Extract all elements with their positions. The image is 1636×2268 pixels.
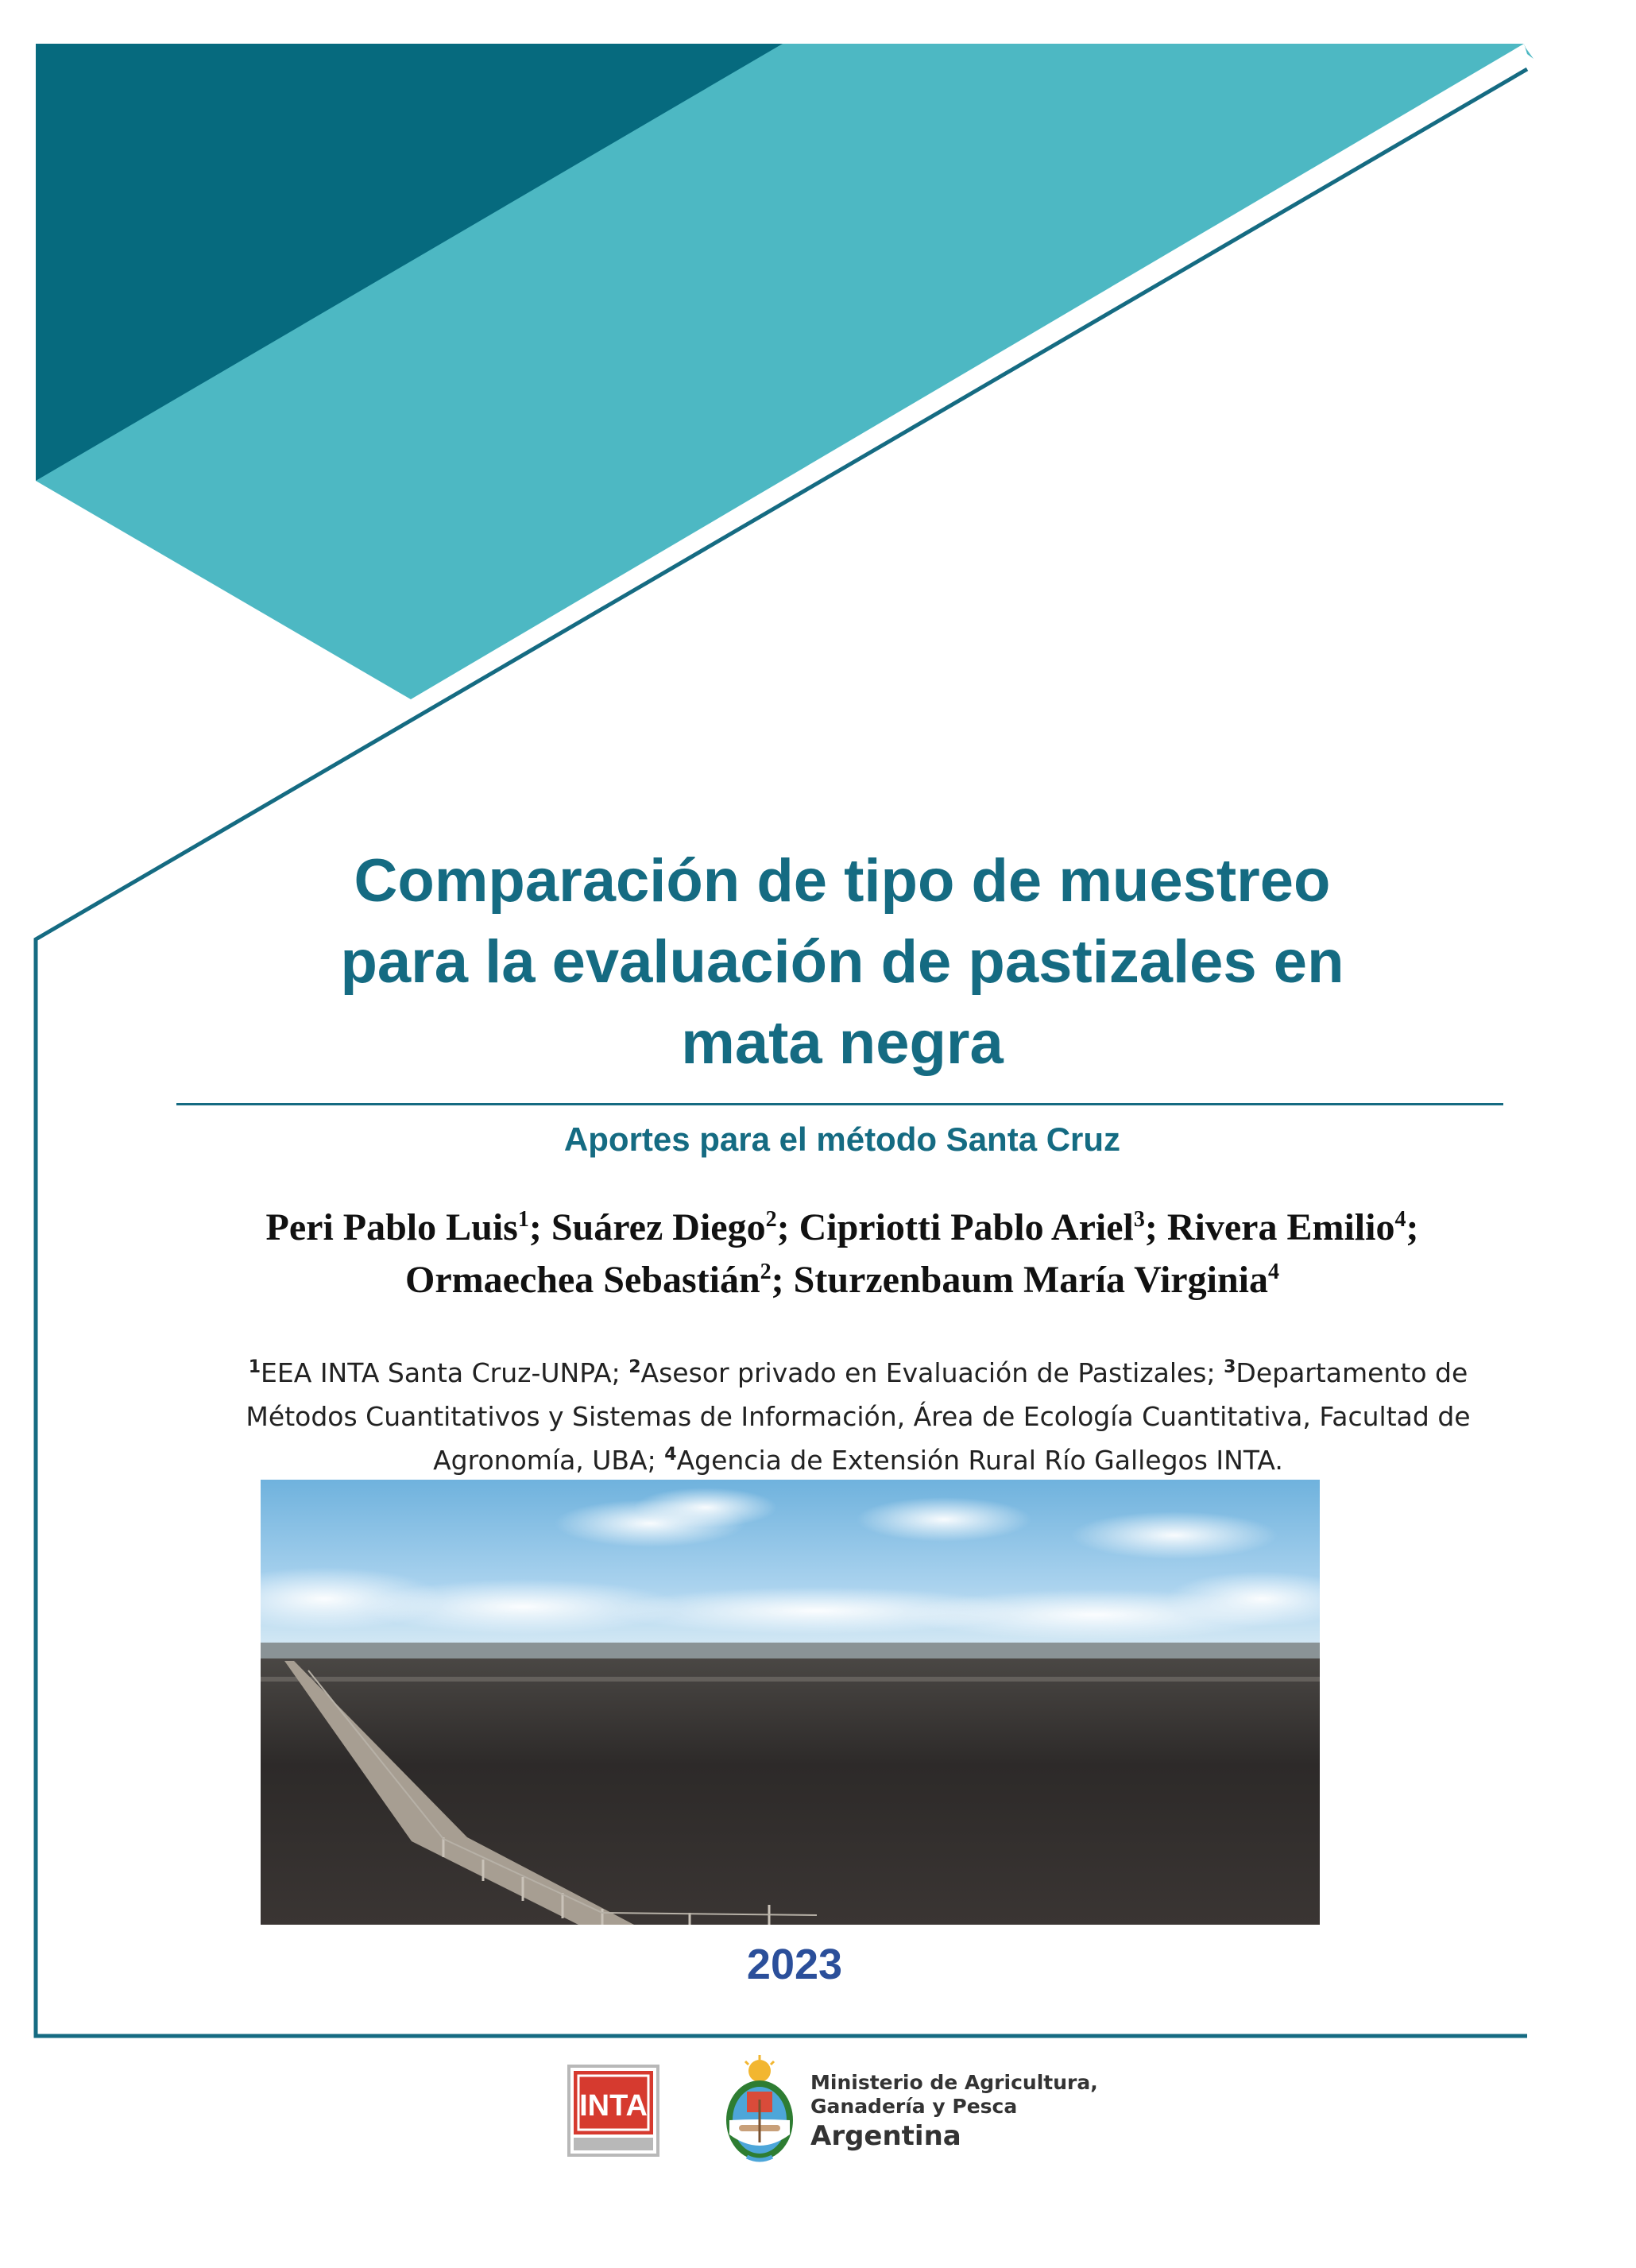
publication-year: 2023 bbox=[746, 1941, 843, 1988]
affil-mark: 4 bbox=[664, 1445, 677, 1465]
ministry-line-2: Ganadería y Pesca bbox=[810, 2095, 1018, 2118]
affil-mark: 1 bbox=[248, 1357, 261, 1377]
title-line-2: para la evaluación de pastizales en bbox=[340, 928, 1344, 996]
affil-mark: 3 bbox=[1224, 1357, 1236, 1377]
authors-block bbox=[95, 1202, 1589, 1306]
author-affil-mark: 4 bbox=[1267, 1260, 1279, 1284]
landscape-photo bbox=[261, 1480, 1320, 1925]
affil-text: Agencia de Extensión Rural Río Gallegos INTA. bbox=[676, 1445, 1283, 1476]
thin-teal-accent bbox=[1524, 44, 1534, 59]
author-separator: ; bbox=[1144, 1206, 1167, 1248]
author-separator: ; bbox=[528, 1206, 551, 1248]
affiliations-line-3 bbox=[119, 1438, 1597, 1482]
author-affil-mark: 4 bbox=[1394, 1207, 1406, 1232]
author-affil-mark: 3 bbox=[1133, 1207, 1145, 1232]
ministry-line-1: Ministerio de Agricultura, bbox=[810, 2071, 1098, 2094]
ministry-line-3: Argentina bbox=[810, 2120, 961, 2152]
photo-horizon bbox=[261, 1643, 1320, 1660]
author-separator: ; bbox=[1406, 1206, 1419, 1248]
affil-text: Agronomía, UBA; bbox=[433, 1445, 665, 1476]
title-line-1: Comparación de tipo de muestreo bbox=[354, 847, 1331, 915]
argentina-coat-of-arms-icon bbox=[715, 2055, 804, 2165]
title-line-3: mata negra bbox=[681, 1009, 1004, 1077]
authors-line-2 bbox=[95, 1254, 1589, 1306]
document-subtitle: Aportes para el método Santa Cruz bbox=[563, 1120, 1121, 1158]
author-name: Cipriotti Pablo Ariel bbox=[799, 1206, 1134, 1248]
affiliations-line-1 bbox=[119, 1351, 1597, 1395]
author-name: Rivera Emilio bbox=[1166, 1206, 1395, 1248]
document-title bbox=[151, 841, 1534, 1084]
affiliations-block bbox=[119, 1351, 1597, 1482]
author-name: Sturzenbaum María Virginia bbox=[793, 1259, 1268, 1301]
author-affil-mark: 2 bbox=[760, 1260, 772, 1284]
affil-text: Asesor privado en Evaluación de Pastizales; bbox=[640, 1357, 1224, 1388]
affil-text: Departamento de bbox=[1236, 1357, 1468, 1388]
author-separator: ; bbox=[776, 1206, 799, 1248]
inta-logo-text: INTA bbox=[579, 2089, 648, 2123]
author-name: Suárez Diego bbox=[551, 1206, 766, 1248]
affiliations-line-2: Métodos Cuantitativos y Sistemas de Información, Área de Ecología Cuantitativa, Facultad de bbox=[246, 1401, 1471, 1432]
author-separator: ; bbox=[771, 1259, 794, 1301]
affil-mark: 2 bbox=[628, 1357, 641, 1377]
author-name: Peri Pablo Luis bbox=[265, 1206, 518, 1248]
authors-line-1 bbox=[95, 1202, 1589, 1254]
author-name: Ormaechea Sebastián bbox=[405, 1259, 760, 1301]
ministry-logo-text bbox=[810, 2071, 1144, 2154]
affil-text: EEA INTA Santa Cruz-UNPA; bbox=[261, 1357, 629, 1388]
author-affil-mark: 1 bbox=[517, 1207, 529, 1232]
author-affil-mark: 2 bbox=[765, 1207, 777, 1232]
title-divider bbox=[176, 1103, 1503, 1105]
inta-logo bbox=[567, 2065, 659, 2157]
